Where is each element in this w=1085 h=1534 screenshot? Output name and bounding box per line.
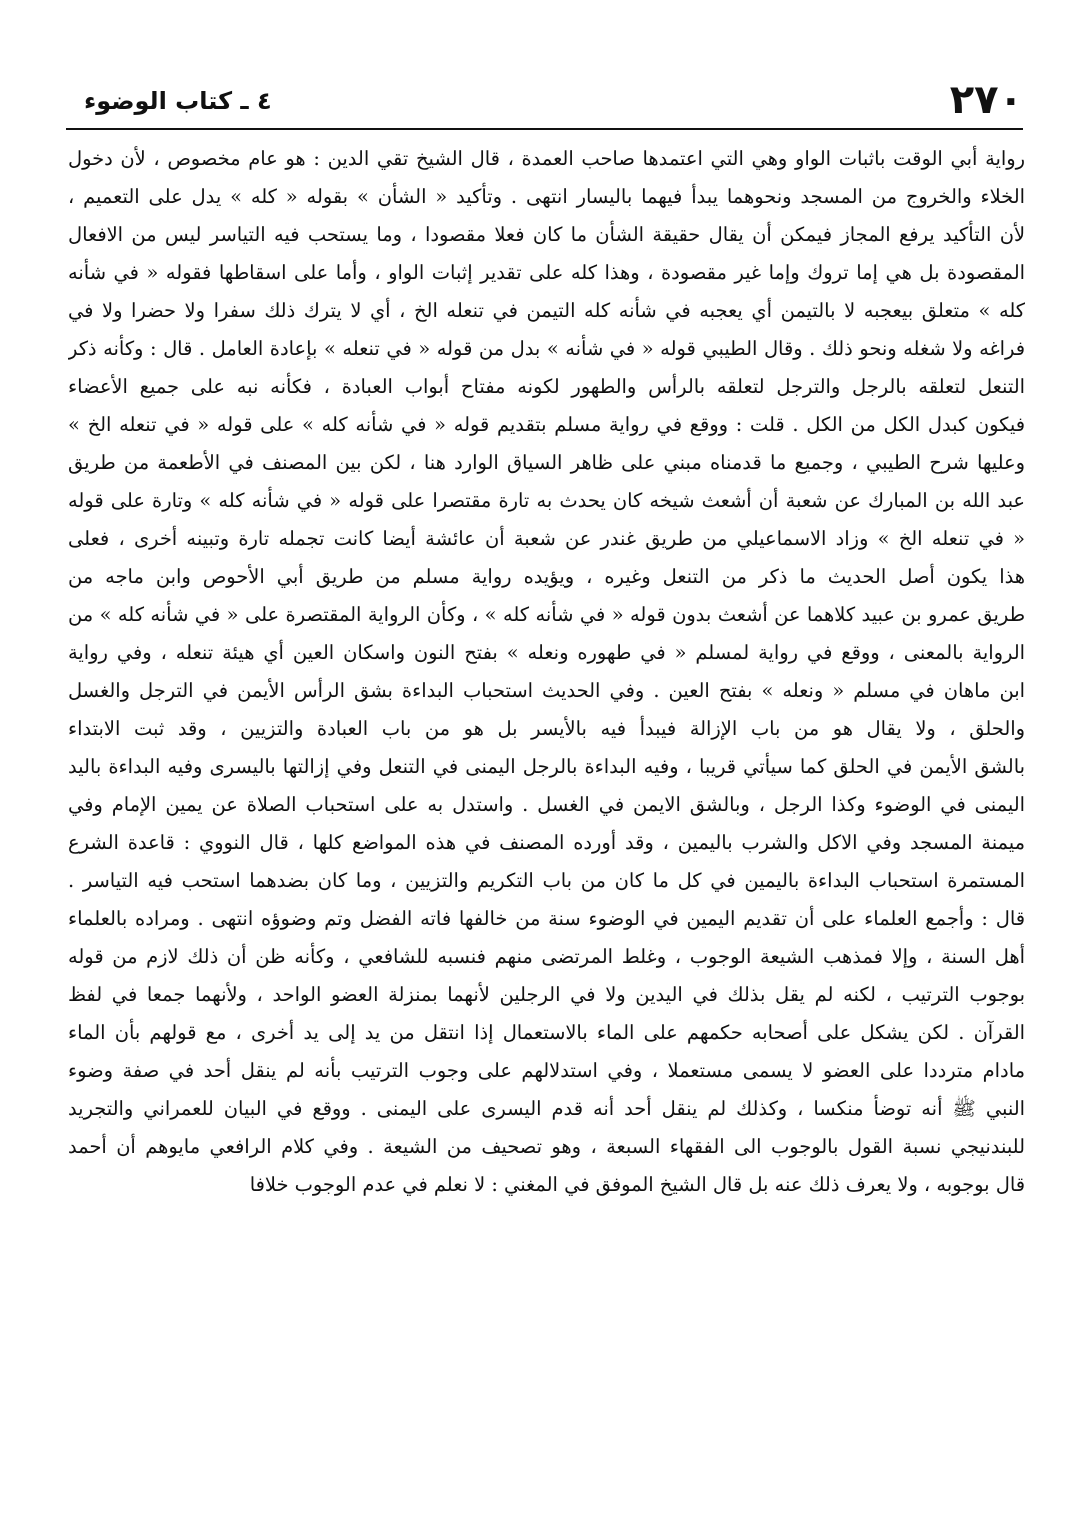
- text-line: مادام مترددا على العضو لا يسمى مستعملا ، وفي استدلالهم على وجوب الترتيب بأنه لم ينقل أحد في صفة وضوء: [68, 1059, 1025, 1082]
- text-line: هذا يكون أصل الحديث ما ذكر من التنعل وغيره ، ويؤيده رواية مسلم من طريق أبي الأحوص وابن ماجه من: [68, 565, 1025, 588]
- text-line: وعليها شرح الطيبي ، وجميع ما قدمناه مبني على ظاهر السياق الوارد هنا ، لكن بين المصنف في الأطعمة من طريق: [68, 451, 1025, 474]
- text-line: اليمنى في الوضوء وكذا الرجل ، وبالشق الايمن في الغسل . واستدل به على استحباب الصلاة عن يمين الإمام وفي: [68, 793, 1025, 816]
- text-line: رواية أبي الوقت باثبات الواو وهي التي اعتمدها صاحب العمدة ، قال الشيخ تقي الدين : هو عام مخصوص ، لأن دخول: [68, 147, 1025, 170]
- text-line: الرواية بالمعنى ، ووقع في رواية لمسلم « في طهوره ونعله » بفتح النون واسكان العين أي هيئة تنعله ، وفي رواية: [68, 641, 1025, 664]
- text-line: عبد الله بن المبارك عن شعبة أن أشعث شيخه كان يحدث به تارة مقتصرا على قوله « في شأنه كله » وتارة على قوله: [68, 489, 1025, 512]
- text-line: المستمرة استحباب البداءة باليمين في كل ما كان من باب التكريم والتزيين ، وما كان بضدهما استحب فيه التياسر .: [68, 869, 1025, 892]
- text-line: قال : وأجمع العلماء على أن تقديم اليمين في الوضوء سنة من خالفها فاته الفضل وتم وضوؤه انتهى . ومراده بالعلماء: [68, 907, 1025, 930]
- text-line: أهل السنة ، وإلا فمذهب الشيعة الوجوب ، وغلط المرتضى منهم فنسبه للشافعي ، وكأنه ظن أن ذلك لازم من قوله: [68, 945, 1025, 968]
- text-line: ميمنة المسجد وفي الاكل والشرب باليمين ، وقد أورده المصنف في هذه المواضع كلها ، قال النووي : قاعدة الشرع: [68, 831, 1025, 854]
- text-line: للبندنيجي نسبة القول بالوجوب الى الفقهاء السبعة ، وهو تصحيف من الشيعة . وفي كلام الرافعي مايوهم أن أحمد: [68, 1135, 1025, 1158]
- text-line: بالشق الأيمن في الحلق كما سيأتي قريبا ، وفيه البداءة بالرجل اليمنى في التنعل وفي إزالتها باليسرى وفيه البداءة باليد: [68, 755, 1025, 778]
- header-rule: [66, 128, 1023, 130]
- text-line: « في تنعله الخ » وزاد الاسماعيلي من طريق غندر عن شعبة أن عائشة أيضا كانت تجمله تارة وتبينه أخرى ، فعلى: [68, 527, 1025, 550]
- text-line: فيكون كبدل الكل من الكل . قلت : ووقع في رواية مسلم بتقديم قوله « في شأنه كله » على قوله « في تنعله الخ »: [68, 413, 1025, 436]
- text-line: طريق عمرو بن عبيد كلاهما عن أشعث بدون قوله « في شأنه كله » ، وكأن الرواية المقتصرة على « في شأنه كله » من: [68, 603, 1025, 626]
- page-number: ٢٧٠: [949, 77, 1023, 123]
- text-line: الخلاء والخروج من المسجد ونحوهما يبدأ فيهما باليسار انتهى . وتأكيد « الشأن » بقوله « كله » يدل على التعميم ،: [68, 185, 1025, 208]
- text-line: النبي ﷺ أنه توضأ منكسا ، وكذلك لم ينقل أحد أنه قدم اليسرى على اليمنى . ووقع في البيان للعمراني والتجريد: [68, 1097, 1025, 1120]
- text-line: فراغه ولا شغله ونحو ذلك . وقال الطيبي قوله « في شأنه » بدل من قوله « في تنعله » بإعادة العامل . قال : وكأنه ذكر: [68, 337, 1025, 360]
- text-line: المقصودة بل هي إما تروك وإما غير مقصودة ، وهذا كله على تقدير إثبات الواو ، وأما على اسقاطها فقوله « في شأنه: [68, 261, 1025, 284]
- page-header: [70, 78, 1023, 126]
- text-line: قال بوجوبه ، ولا يعرف ذلك عنه بل قال الشيخ الموفق في المغني : لا نعلم في عدم الوجوب خلافا: [249, 1173, 1025, 1196]
- text-line: والحلق ، ولا يقال هو من باب الإزالة فيبدأ فيه بالأيسر بل هو من باب العبادة والتزيين ، وقد ثبت الابتداء: [68, 717, 1025, 740]
- body-text: [68, 140, 1025, 1204]
- text-line: كله » متعلق بيعجبه لا بالتيمن أي يعجبه في شأنه كله التيمن في تنعله الخ ، أي لا يترك ذلك سفرا ولا حضرا ولا في: [68, 299, 1025, 322]
- text-line: التنعل لتعلقه بالرجل والترجل لتعلقه بالرأس والطهور لكونه مفتاح أبواب العبادة ، فكأنه نبه على جميع الأعضاء: [68, 375, 1025, 398]
- text-line: بوجوب الترتيب ، لكنه لم يقل بذلك في اليدين ولا في الرجلين لأنهما بمنزلة العضو الواحد ، ولأنهما جمعا في لفظ: [68, 983, 1025, 1006]
- text-line: القرآن . لكن يشكل على أصحابه حكمهم على الماء بالاستعمال إذا انتقل من يد إلى يد أخرى ، مع قولهم بأن الماء: [68, 1021, 1025, 1044]
- text-line: لأن التأكيد يرفع المجاز فيمكن أن يقال حقيقة الشأن ما كان فعلا مقصودا ، وما يستحب فيه التياسر ليس من الافعال: [68, 223, 1025, 246]
- running-title: ٤ ـ كتاب الوضوء: [84, 87, 272, 115]
- text-line: ابن ماهان في مسلم « ونعله » بفتح العين . وفي الحديث استحباب البداءة بشق الرأس الأيمن في الترجل والغسل: [68, 679, 1025, 702]
